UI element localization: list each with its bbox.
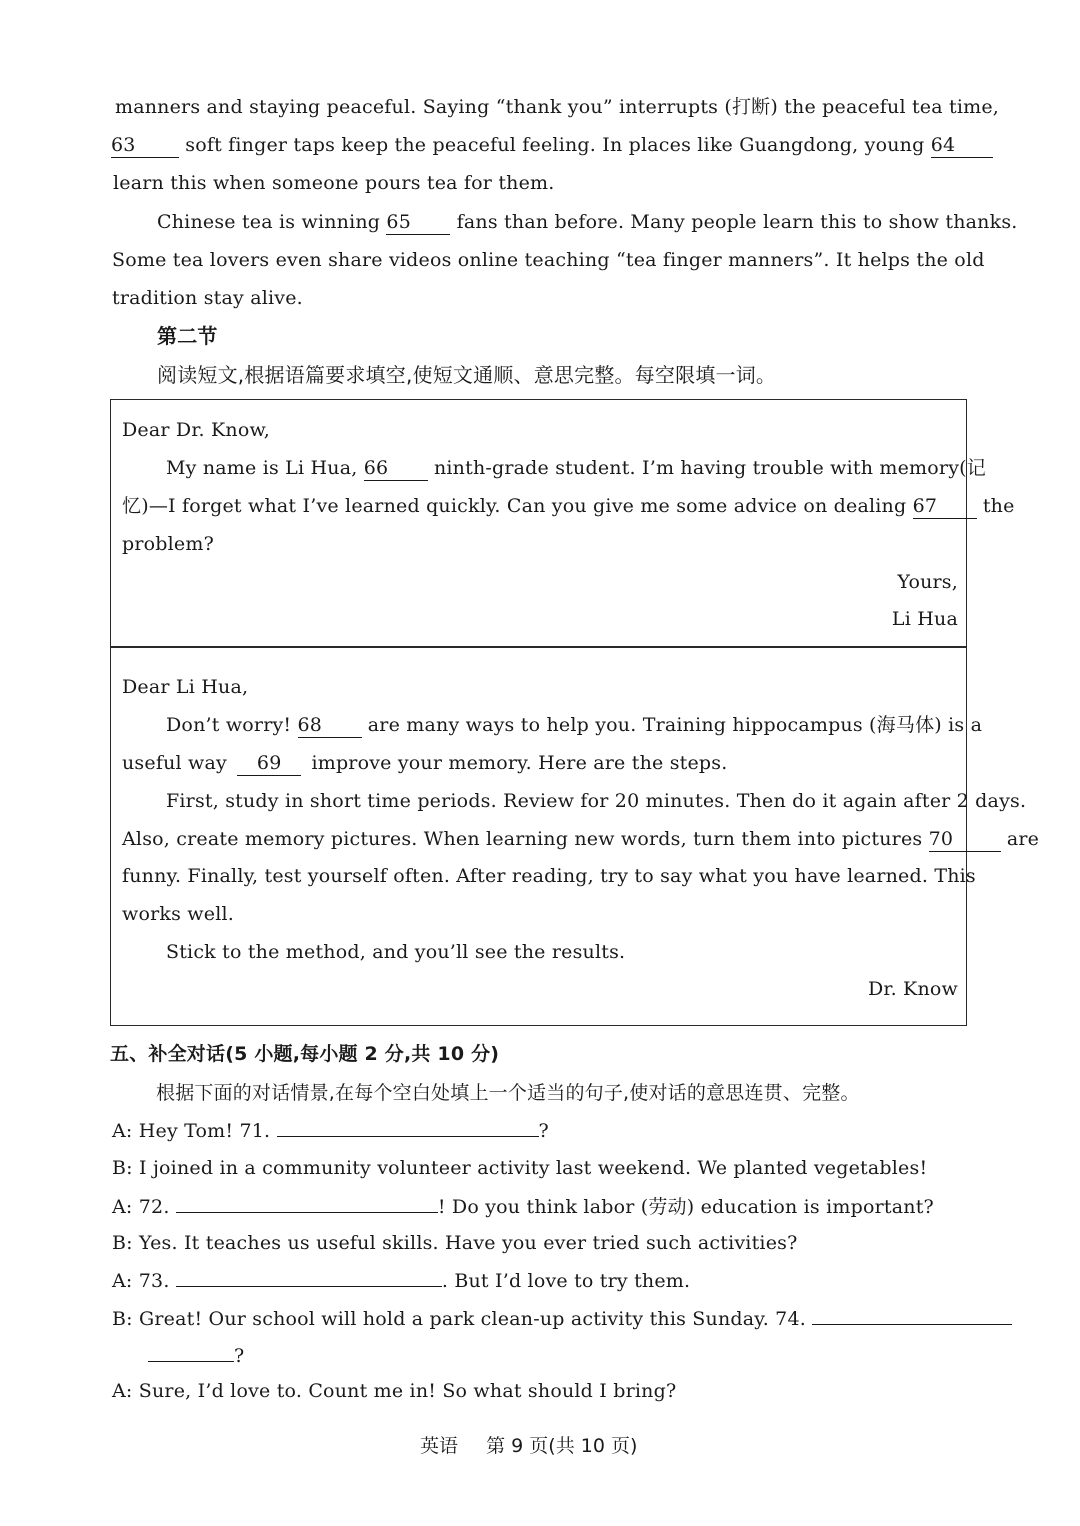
dialogue-a4: A: Sure, I’d love to. Count me in! So what should I bring? (112, 1380, 677, 1402)
passage-line-1: manners and staying peaceful. Saying “thank you” interrupts (打断) the peaceful tea time, (115, 96, 1000, 118)
letter2-line-3: First, study in short time periods. Review for 20 minutes. Then do it again after 2 days. (166, 790, 1027, 812)
letter2-line-4: Also, create memory pictures. When learning new words, turn them into pictures 70 are (122, 828, 1040, 850)
section5-heading: 五、补全对话(5 小题,每小题 2 分,共 10 分) (110, 1043, 500, 1065)
dialogue-b2: B: Yes. It teaches us useful skills. Have you ever tried such activities? (112, 1232, 798, 1254)
passage-line-2: 63 soft finger taps keep the peaceful feeling. In places like Guangdong, young 64 (111, 131, 967, 159)
letter1-closing: Yours, (897, 571, 958, 593)
letter1-line-3: problem? (122, 533, 214, 555)
blank-65[interactable]: 65 (386, 210, 450, 235)
letter1-greeting: Dear Dr. Know, (122, 419, 270, 441)
footer-page-info: 第 9 页(共 10 页) (486, 1435, 638, 1457)
passage-line-6: tradition stay alive. (112, 287, 303, 309)
letter2-line-6: works well. (122, 903, 234, 925)
passage-line-5: Some tea lovers even share videos online teaching “tea finger manners”. It helps the old (112, 249, 985, 271)
answer-line-71[interactable] (277, 1116, 539, 1137)
letter2-line-5: funny. Finally, test yourself often. After reading, try to say what you have learned. This (122, 865, 976, 887)
dialogue-a2: A: 72. ! Do you think labor (劳动) education is important? (112, 1192, 934, 1221)
answer-line-74-cont[interactable] (148, 1341, 234, 1362)
page-footer (420, 1432, 637, 1460)
letter2-line-7: Stick to the method, and you’ll see the results. (166, 941, 626, 963)
dialogue-b3-continued: ? (148, 1341, 244, 1370)
letter1-line-2: 忆)—I forget what I’ve learned quickly. Can you give me some advice on dealing 67 the (122, 495, 1015, 517)
letter2-greeting: Dear Li Hua, (122, 676, 249, 698)
blank-68[interactable]: 68 (298, 713, 362, 738)
dialogue-a3: A: 73. . But I’d love to try them. (112, 1266, 690, 1295)
letter2-line-1: Don’t worry! 68 are many ways to help you. Training hippocampus (海马体) is a (166, 714, 983, 736)
dialogue-b3: B: Great! Our school will hold a park clean-up activity this Sunday. 74. (112, 1304, 1012, 1333)
blank-63[interactable]: 63 (111, 133, 179, 158)
blank-69[interactable]: 69 (237, 751, 301, 776)
footer-subject: 英语 (420, 1435, 459, 1457)
answer-line-73[interactable] (176, 1266, 442, 1287)
letter1-line-1: My name is Li Hua, 66 ninth-grade student. I’m having trouble with memory(记 (166, 457, 986, 479)
blank-64[interactable]: 64 (931, 133, 993, 158)
passage-line-3: learn this when someone pours tea for them. (113, 172, 555, 194)
passage-line-4: Chinese tea is winning 65 fans than before. Many people learn this to show thanks. (157, 211, 1018, 233)
blank-67[interactable]: 67 (913, 494, 977, 519)
answer-line-74[interactable] (812, 1304, 1012, 1325)
letter2-signature: Dr. Know (867, 978, 958, 1000)
blank-70[interactable]: 70 (929, 827, 1001, 852)
dialogue-b1: B: I joined in a community volunteer activity last weekend. We planted vegetables! (112, 1157, 928, 1179)
letter2-line-2: useful way 69 improve your memory. Here are the steps. (122, 752, 728, 774)
answer-line-72[interactable] (176, 1192, 438, 1213)
section2-heading: 第二节 (157, 324, 218, 348)
blank-66[interactable]: 66 (364, 456, 428, 481)
dialogue-a1: A: Hey Tom! 71. ? (112, 1116, 549, 1145)
section2-instruction: 阅读短文,根据语篇要求填空,使短文通顺、意思完整。每空限填一词。 (157, 363, 777, 387)
letter1-signature: Li Hua (891, 608, 958, 630)
section5-instruction: 根据下面的对话情景,在每个空白处填上一个适当的句子,使对话的意思连贯、完整。 (156, 1082, 860, 1104)
